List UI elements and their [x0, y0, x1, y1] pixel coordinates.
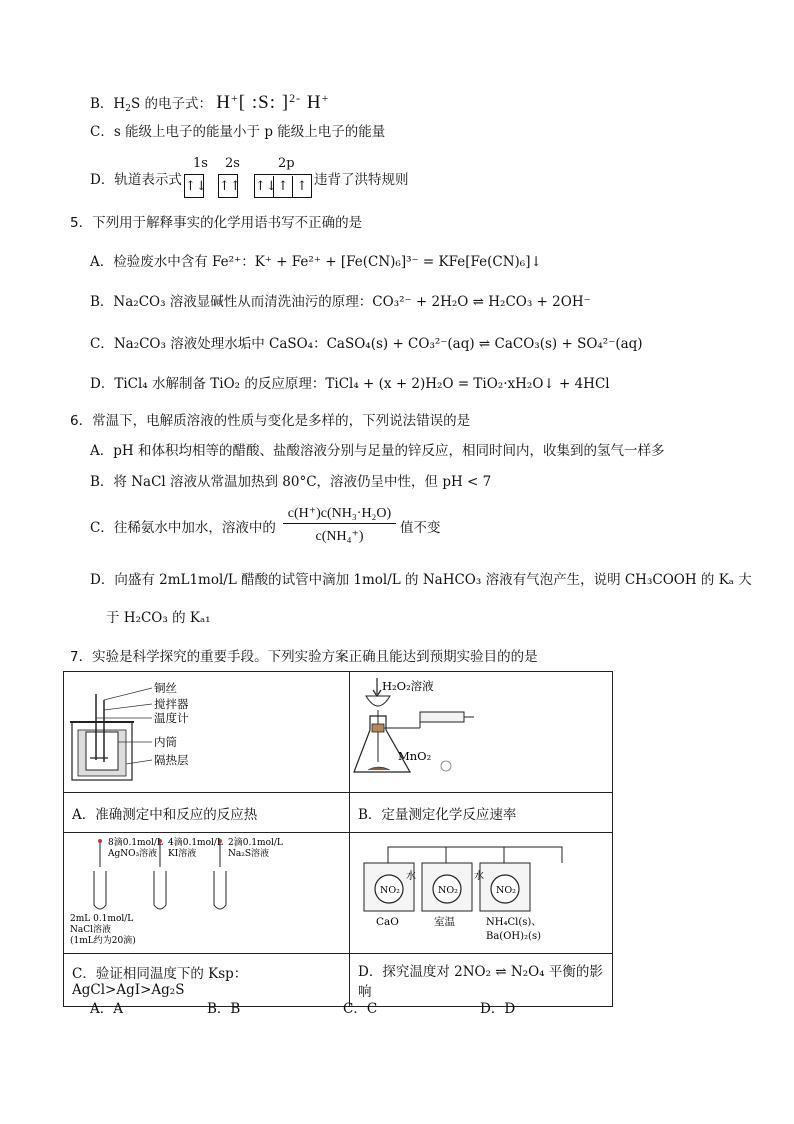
q4-option-c: C．s 能级上电子的能量小于 p 能级上电子的能量	[90, 124, 386, 140]
label-agno3: AgNO₃溶液	[108, 849, 158, 859]
orbital-cell: ↑↑	[219, 179, 241, 194]
apparatus-b-cell	[350, 672, 613, 793]
label-room-temp: 室温	[434, 916, 455, 928]
label-no2: NO₂	[496, 885, 516, 896]
orbital-box-1s	[184, 174, 207, 198]
orbital-label-1s: 1s	[193, 156, 208, 171]
apparatus-a-cell	[64, 672, 350, 793]
q7-stem: 7．实验是科学探究的重要手段。下列实验方案正确且能达到预期实验目的的是	[70, 649, 538, 665]
label-ki: KI溶液	[168, 849, 197, 859]
label-insulation: 隔热层	[154, 753, 189, 767]
label-nh4cl: NH₄Cl(s)、	[486, 917, 542, 928]
apparatus-d-cell	[350, 833, 613, 954]
q6-fraction-numerator: c(H⁺)c(NH₃·H₂O)	[283, 505, 396, 524]
caption-d: D．探究温度对 2NO₂ ⇌ N₂O₄ 平衡的影响	[350, 954, 613, 1007]
label-cao: CaO	[376, 916, 399, 928]
q5-stem: 5．下列用于解释事实的化学用语书写不正确的是	[70, 215, 363, 231]
label-water: 水	[406, 871, 416, 882]
label-mno2: MnO₂	[398, 749, 432, 763]
label-drop-note: (1mL约为20滴)	[70, 936, 136, 946]
q5-option-b: B．Na₂CO₃ 溶液显碱性从而清洗油污的原理：CO₃²⁻ + 2H₂O ⇌ H₂CO₃ + 2OH⁻	[90, 294, 591, 310]
label-nacl: NaCl溶液	[70, 925, 112, 935]
equilibrium-diagram	[350, 833, 612, 949]
orbital-cell: ↑↓	[255, 176, 274, 198]
orbital-box-2p	[254, 174, 312, 198]
q6-fraction-denominator: c(NH₄⁺)	[315, 529, 364, 544]
caption-c: C．验证相同温度下的 Ksp：AgCl>AgI>Ag₂S	[64, 954, 350, 1007]
q5-option-c: C．Na₂CO₃ 溶液处理水垢中 CaSO₄：CaSO₄(s) + CO₃²⁻(aq) ⇌ CaCO₃(s) + SO₄²⁻(aq)	[90, 336, 643, 352]
q6-stem: 6．常温下，电解质溶液的性质与变化是多样的，下列说法错误的是	[70, 413, 471, 429]
experiment-table	[63, 671, 613, 1007]
choice-a[interactable]: A．A	[90, 1001, 123, 1017]
label-na2s-conc: 2滴0.1mol/L	[228, 838, 283, 848]
q6-option-c-post: 值不变	[400, 520, 441, 536]
q6-option-b: B．将 NaCl 溶液从常温加热到 80°C，溶液仍呈中性，但 pH < 7	[90, 474, 492, 490]
label-na2s: Na₂S溶液	[228, 849, 270, 859]
apparatus-c-cell	[64, 833, 350, 954]
reaction-rate-diagram	[350, 672, 612, 788]
q4-option-d	[90, 170, 182, 190]
q4-option-b-text: B．$H_2S$ 的电子式：	[90, 96, 212, 114]
q6-option-d-line2: 于 H₂CO₃ 的 Kₐ₁	[106, 610, 211, 626]
q6-option-a: A．pH 和体积均相等的醋酸、盐酸溶液分别与足量的锌反应，相同时间内，收集到的氢气一样多	[90, 443, 665, 459]
q5-option-a: A．检验废水中含有 Fe²⁺：K⁺ + Fe²⁺ + [Fe(CN)₆]³⁻ = KFe[Fe(CN)₆]↓	[90, 254, 542, 270]
choice-c[interactable]: C．C	[343, 1001, 378, 1017]
caption-a: A．准确测定中和反应的反应热	[64, 793, 350, 833]
q4-option-d-suffix: 违背了洪特规则	[314, 172, 409, 188]
label-no2: NO₂	[380, 885, 400, 896]
label-nacl-conc: 2mL 0.1mol/L	[70, 914, 134, 924]
label-inner-cylinder: 内筒	[154, 735, 177, 749]
orbital-cell: ↑	[296, 179, 308, 194]
label-water: 水	[474, 871, 484, 882]
orbital-label-2s: 2s	[225, 156, 240, 171]
label-copper-wire: 铜丝	[154, 681, 177, 695]
orbital-box-2s	[218, 174, 241, 198]
calorimeter-diagram	[64, 672, 349, 788]
orbital-cell: ↑	[274, 176, 293, 198]
label-ki-conc: 4滴0.1mol/L	[168, 838, 223, 848]
label-baoh2: Ba(OH)₂(s)	[486, 931, 541, 942]
h2s-electron-formula: H+[ :S: ]$^{2-}$ H+	[216, 91, 330, 113]
label-stirrer: 搅拌器	[154, 697, 189, 711]
orbital-cell: ↑↓	[185, 179, 207, 194]
label-thermometer: 温度计	[154, 711, 189, 725]
label-agno3-conc: 8滴0.1mol/L	[108, 838, 163, 848]
q4-option-d-text: D．轨道表示式	[90, 172, 182, 188]
orbital-label-2p: 2p	[278, 156, 295, 171]
q6-option-d-line1: D．向盛有 2mL1mol/L 醋酸的试管中滴加 1mol/L 的 NaHCO₃ 溶液有气泡产生，说明 CH₃COOH 的 Kₐ 大	[90, 572, 752, 588]
choice-d[interactable]: D．D	[480, 1001, 516, 1017]
label-no2: NO₂	[438, 885, 458, 896]
q6-option-c-pre: C．往稀氨水中加水，溶液中的	[90, 520, 276, 536]
label-h2o2: H₂O₂溶液	[382, 679, 434, 693]
caption-b: B．定量测定化学反应速率	[350, 793, 613, 833]
choice-b[interactable]: B．B	[207, 1001, 241, 1017]
q5-option-d: D．TiCl₄ 水解制备 TiO₂ 的反应原理：TiCl₄ + (x + 2)H₂O = TiO₂·xH₂O↓ + 4HCl	[90, 376, 610, 392]
q4-option-b	[90, 88, 329, 119]
ksp-diagram	[64, 833, 349, 949]
